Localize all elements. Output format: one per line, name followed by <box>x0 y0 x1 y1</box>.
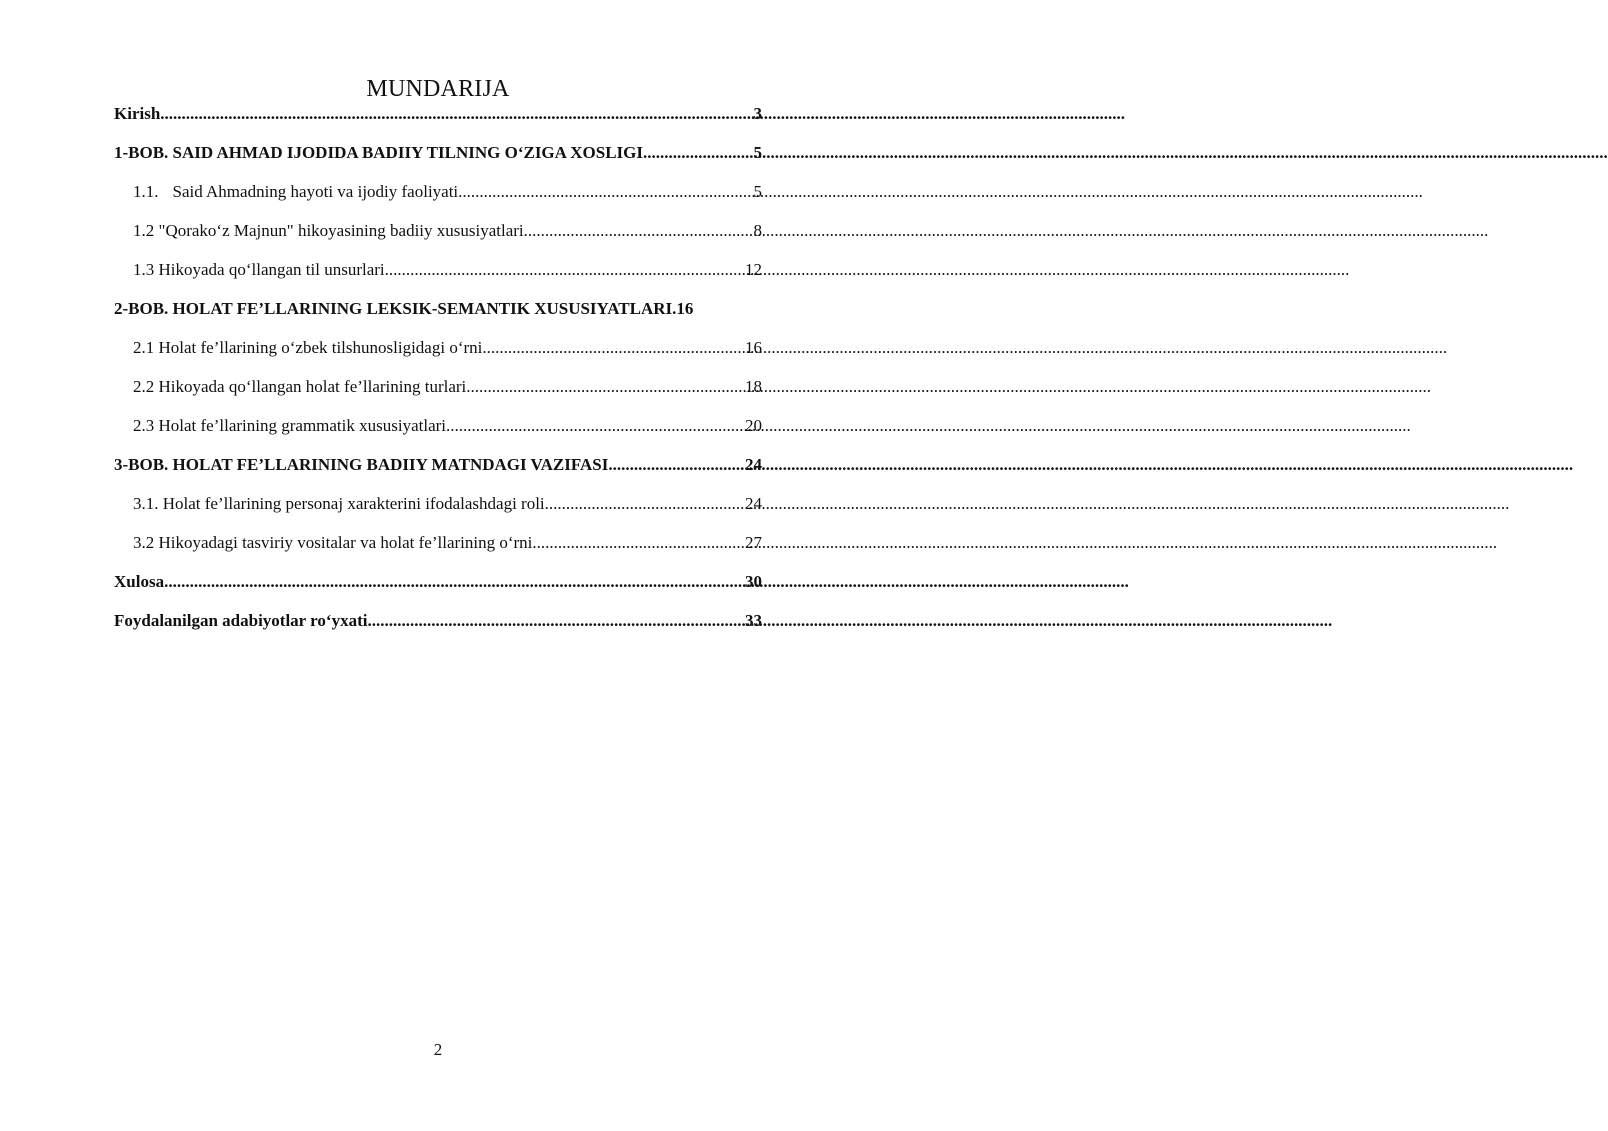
toc-title: MUNDARIJA <box>366 76 510 102</box>
toc-entry[interactable] <box>133 338 762 362</box>
toc-entry[interactable] <box>133 494 762 518</box>
toc-entry-text: Foydalanilgan adabiyotlar ro‘yxati <box>114 611 368 630</box>
toc-leader-dots <box>458 182 753 202</box>
toc-entry-text: 1.3 Hikoyada qo‘llangan til unsurlari <box>133 260 385 279</box>
toc-leader-dots <box>524 221 754 241</box>
toc-leader-dots <box>532 533 745 553</box>
toc-entry[interactable] <box>133 377 762 401</box>
toc-entry-page: 3 <box>753 104 762 123</box>
toc-entry-page: 5 <box>753 143 762 162</box>
toc-leader-dots <box>367 611 745 631</box>
toc-leader-dots <box>164 572 745 592</box>
toc-leader-dots <box>385 260 745 280</box>
toc-entry[interactable] <box>114 104 762 128</box>
toc-entry-text: Xulosa <box>114 572 165 591</box>
toc-entry-number: 1.1. <box>133 182 159 201</box>
document-page <box>0 0 800 1131</box>
toc-leader-dots <box>446 416 745 436</box>
toc-entry-page: 30 <box>745 572 762 591</box>
toc-entry-page: 8 <box>753 221 762 240</box>
toc-entry-page: 16 <box>745 338 762 357</box>
toc-entry-page: 16 <box>676 299 694 318</box>
toc-leader-dots <box>643 143 754 163</box>
toc-entry-text: 2.3 Holat fe’llarining grammatik xususiyatlari <box>133 416 447 435</box>
toc-entry-text: Kirish <box>114 104 161 123</box>
toc-entry-text: 2.2 Hikoyada qo‘llangan holat fe’llarining turlari <box>133 377 467 396</box>
toc-entry[interactable] <box>133 182 762 206</box>
toc-entry-page: 18 <box>745 377 762 396</box>
toc-entry-text: 1.2 "Qorako‘z Majnun" hikoyasining badiiy xususiyatlari <box>133 221 524 240</box>
toc-entry-page: 33 <box>745 611 762 630</box>
toc-entry-text: 3.1. Holat fe’llarining personaj xarakterini ifodalashdagi roli <box>133 494 545 513</box>
toc-leader-dots <box>482 338 745 358</box>
toc-entry[interactable] <box>133 533 762 557</box>
toc-entry-page: 24 <box>745 494 762 513</box>
toc-entry[interactable] <box>114 143 762 167</box>
toc-entry-text: 3.2 Hikoyadagi tasviriy vositalar va holat fe’llarining o‘rni <box>133 533 533 552</box>
page-number: 2 <box>433 1040 443 1059</box>
toc-leader-dots <box>608 455 745 475</box>
toc-entry-text: 2-BOB. HOLAT FE’LLARINING LEKSIK-SEMANTIK XUSUSIYATLARI. <box>114 299 677 318</box>
toc-leader-dots <box>466 377 745 397</box>
toc-entry-page: 27 <box>745 533 762 552</box>
toc-entry[interactable] <box>114 455 762 479</box>
toc-entry[interactable] <box>133 260 762 284</box>
toc-entry-text: Said Ahmadning hayoti va ijodiy faoliyati <box>172 182 459 201</box>
toc-entry-page: 12 <box>745 260 762 279</box>
toc-entry[interactable] <box>114 299 762 323</box>
toc-entry[interactable] <box>133 221 762 245</box>
toc-entry-text: 1-BOB. SAID AHMAD IJODIDA BADIIY TILNING O‘ZIGA XOSLIGI <box>114 143 643 162</box>
toc-entry[interactable] <box>114 572 762 596</box>
toc-entry[interactable] <box>133 416 762 440</box>
toc-entry-page: 5 <box>753 182 762 201</box>
toc-entry-text: 3-BOB. HOLAT FE’LLARINING BADIIY MATNDAGI VAZIFASI <box>114 455 609 474</box>
toc-entry-text: 2.1 Holat fe’llarining o‘zbek tilshunosligidagi o‘rni <box>133 338 483 357</box>
toc-leader-dots <box>545 494 745 514</box>
toc-entry[interactable] <box>114 611 762 635</box>
toc-entry-page: 20 <box>745 416 762 435</box>
toc-leader-dots <box>160 104 753 124</box>
toc-entry-page: 24 <box>745 455 762 474</box>
